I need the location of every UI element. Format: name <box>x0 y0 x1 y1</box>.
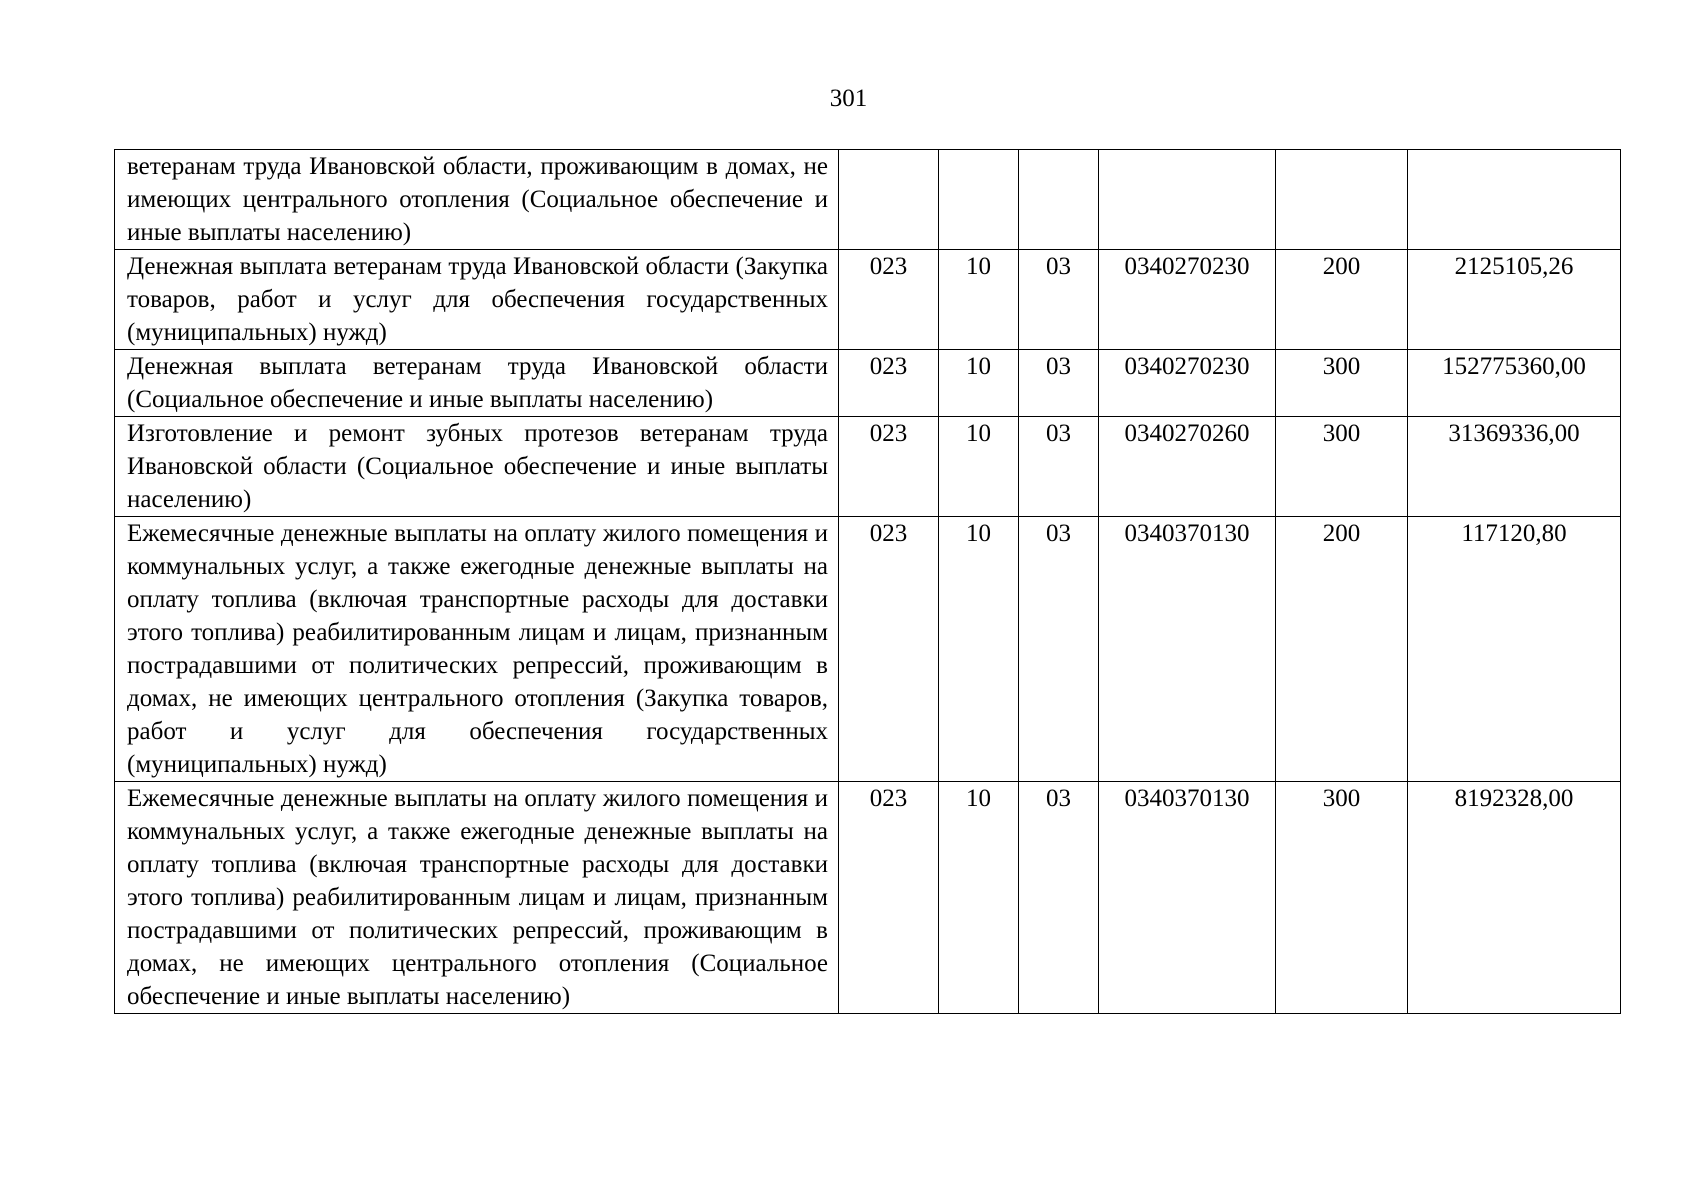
target-article-code: 0340270230 <box>1099 350 1276 417</box>
target-article-code: 0340370130 <box>1099 517 1276 782</box>
expense-type-code: 300 <box>1276 782 1408 1014</box>
expense-type-code: 300 <box>1276 417 1408 517</box>
table-row <box>115 517 1621 782</box>
subsection-code: 03 <box>1019 417 1099 517</box>
department-code: 023 <box>839 250 939 350</box>
department-code: 023 <box>839 350 939 417</box>
table-row <box>115 150 1621 250</box>
table-row <box>115 782 1621 1014</box>
amount: 2125105,26 <box>1408 250 1621 350</box>
table-row <box>115 350 1621 417</box>
target-article-code: 0340270260 <box>1099 417 1276 517</box>
subsection-code <box>1019 150 1099 250</box>
page-number: 301 <box>829 85 868 112</box>
section-code: 10 <box>939 517 1019 782</box>
expense-type-code: 200 <box>1276 517 1408 782</box>
expense-description: Денежная выплата ветеранам труда Ивановской области (Закупка товаров, работ и услуг для обеспечения государственных (муниципальных) нужд) <box>115 250 839 350</box>
section-code <box>939 150 1019 250</box>
table-row <box>115 417 1621 517</box>
expense-description: Ежемесячные денежные выплаты на оплату жилого помещения и коммунальных услуг, а также ежегодные денежные выплаты на оплату топлива (включая транспортные расходы для доставки этого топлива) реабилитированным лицам и лицам, признанным пострадавшими от политических репрессий, проживающим в домах, не имеющих центрального отопления (Социальное обеспечение и иные выплаты населению) <box>115 782 839 1014</box>
expense-type-code: 200 <box>1276 250 1408 350</box>
department-code: 023 <box>839 517 939 782</box>
table-row <box>115 250 1621 350</box>
expense-description: Изготовление и ремонт зубных протезов ветеранам труда Ивановской области (Социальное обеспечение и иные выплаты населению) <box>115 417 839 517</box>
expense-type-code: 300 <box>1276 350 1408 417</box>
amount: 8192328,00 <box>1408 782 1621 1014</box>
section-code: 10 <box>939 782 1019 1014</box>
target-article-code: 0340270230 <box>1099 250 1276 350</box>
section-code: 10 <box>939 417 1019 517</box>
subsection-code: 03 <box>1019 350 1099 417</box>
expense-description: Денежная выплата ветеранам труда Ивановской области (Социальное обеспечение и иные выплаты населению) <box>115 350 839 417</box>
subsection-code: 03 <box>1019 517 1099 782</box>
amount: 31369336,00 <box>1408 417 1621 517</box>
amount: 152775360,00 <box>1408 350 1621 417</box>
department-code: 023 <box>839 782 939 1014</box>
section-code: 10 <box>939 250 1019 350</box>
section-code: 10 <box>939 350 1019 417</box>
target-article-code: 0340370130 <box>1099 782 1276 1014</box>
expense-description: ветеранам труда Ивановской области, проживающим в домах, не имеющих центрального отопления (Социальное обеспечение и иные выплаты населению) <box>115 150 839 250</box>
budget-table <box>114 149 1621 1014</box>
amount: 117120,80 <box>1408 517 1621 782</box>
subsection-code: 03 <box>1019 782 1099 1014</box>
amount <box>1408 150 1621 250</box>
department-code: 023 <box>839 417 939 517</box>
expense-description: Ежемесячные денежные выплаты на оплату жилого помещения и коммунальных услуг, а также ежегодные денежные выплаты на оплату топлива (включая транспортные расходы для доставки этого топлива) реабилитированным лицам и лицам, признанным пострадавшими от политических репрессий, проживающим в домах, не имеющих центрального отопления (Закупка товаров, работ и услуг для обеспечения государственных (муниципальных) нужд) <box>115 517 839 782</box>
expense-type-code <box>1276 150 1408 250</box>
target-article-code <box>1099 150 1276 250</box>
department-code <box>839 150 939 250</box>
subsection-code: 03 <box>1019 250 1099 350</box>
